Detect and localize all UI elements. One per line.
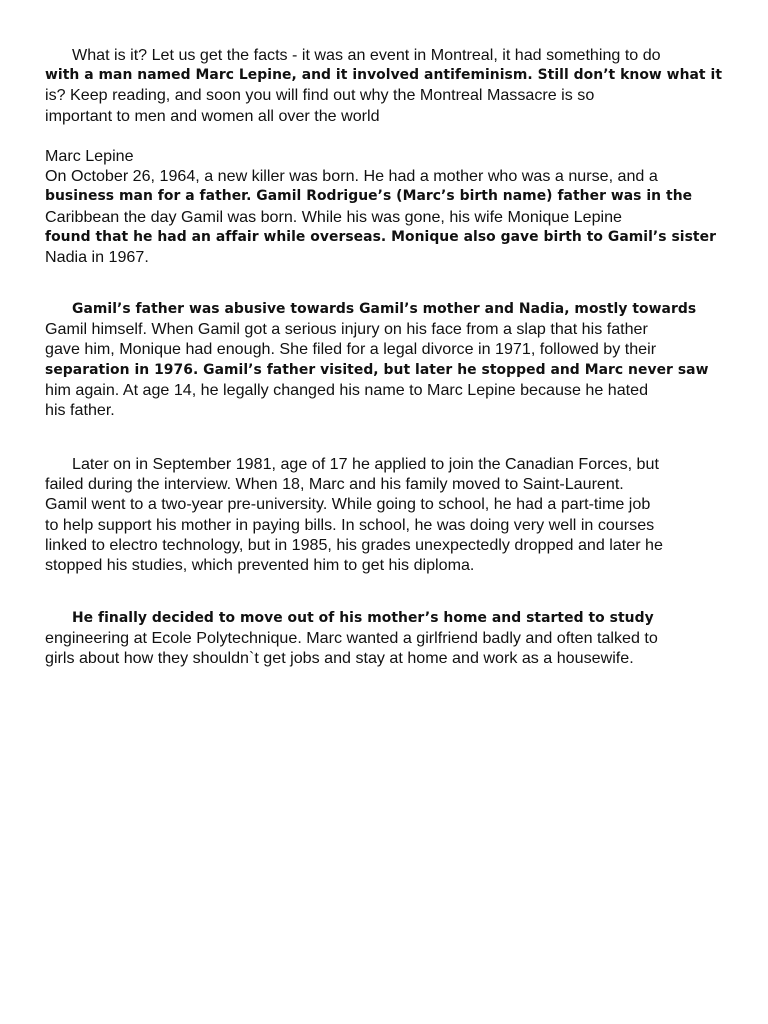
text-line: He finally decided to move out of his mother’s home and started to study	[72, 610, 654, 626]
text-line: Later on in September 1981, age of 17 he applied to join the Canadian Forces, but	[72, 455, 659, 473]
text-line: girls about how they shouldn`t get jobs and stay at home and work as a housewife.	[45, 649, 634, 668]
text-line: What is it? Let us get the facts - it was an event in Montreal, it had something to do	[72, 46, 661, 64]
text-line: Nadia in 1967.	[45, 247, 149, 266]
text-line: Gamil himself. When Gamil got a serious injury on his face from a slap that his father	[45, 320, 648, 339]
text-line: separation in 1976. Gamil’s father visited, but later he stopped and Marc never saw	[45, 361, 709, 378]
text-line: stopped his studies, which prevented him to get his diploma.	[45, 555, 475, 574]
paragraph-canadian-forces	[45, 454, 735, 575]
text-line: engineering at Ecole Polytechnique. Marc wanted a girlfriend badly and often talked to	[45, 629, 658, 648]
paragraph-abusive-father	[45, 299, 735, 420]
text-line: him again. At age 14, he legally changed his name to Marc Lepine because he hated	[45, 380, 649, 399]
text-line: Caribbean the day Gamil was born. While his was gone, his wife Monique Lepine	[45, 207, 623, 226]
text-line: business man for a father. Gamil Rodrigue’s (Marc’s birth name) father was in the	[45, 188, 693, 205]
text-line: found that he had an affair while overseas. Monique also gave birth to Gamil’s sister	[45, 228, 716, 245]
paragraph-polytechnique	[45, 608, 735, 669]
text-line: Gamil went to a two-year pre-university. While going to school, he had a part-time job	[45, 495, 651, 514]
text-line: linked to electro technology, but in 1985, his grades unexpectedly dropped and later he	[45, 535, 663, 554]
text-line: to help support his mother in paying bills. In school, he was doing very well in courses	[45, 515, 655, 534]
paragraph-marc-lepine	[45, 146, 735, 267]
text-line: important to men and women all over the world	[45, 106, 380, 125]
text-line: his father.	[45, 400, 115, 419]
section-heading: Marc Lepine	[45, 147, 134, 165]
paragraph-intro	[45, 45, 735, 126]
text-line: with a man named Marc Lepine, and it involved antifeminism. Still don’t know what it	[45, 67, 723, 84]
text-line: is? Keep reading, and soon you will find out why the Montreal Massacre is so	[45, 86, 595, 105]
text-line: On October 26, 1964, a new killer was born. He had a mother who was a nurse, and a	[45, 167, 658, 186]
text-line: Gamil’s father was abusive towards Gamil’s mother and Nadia, mostly towards	[72, 301, 697, 317]
text-line: gave him, Monique had enough. She filed for a legal divorce in 1971, followed by their	[45, 340, 657, 359]
text-line: failed during the interview. When 18, Marc and his family moved to Saint-Laurent.	[45, 475, 624, 494]
